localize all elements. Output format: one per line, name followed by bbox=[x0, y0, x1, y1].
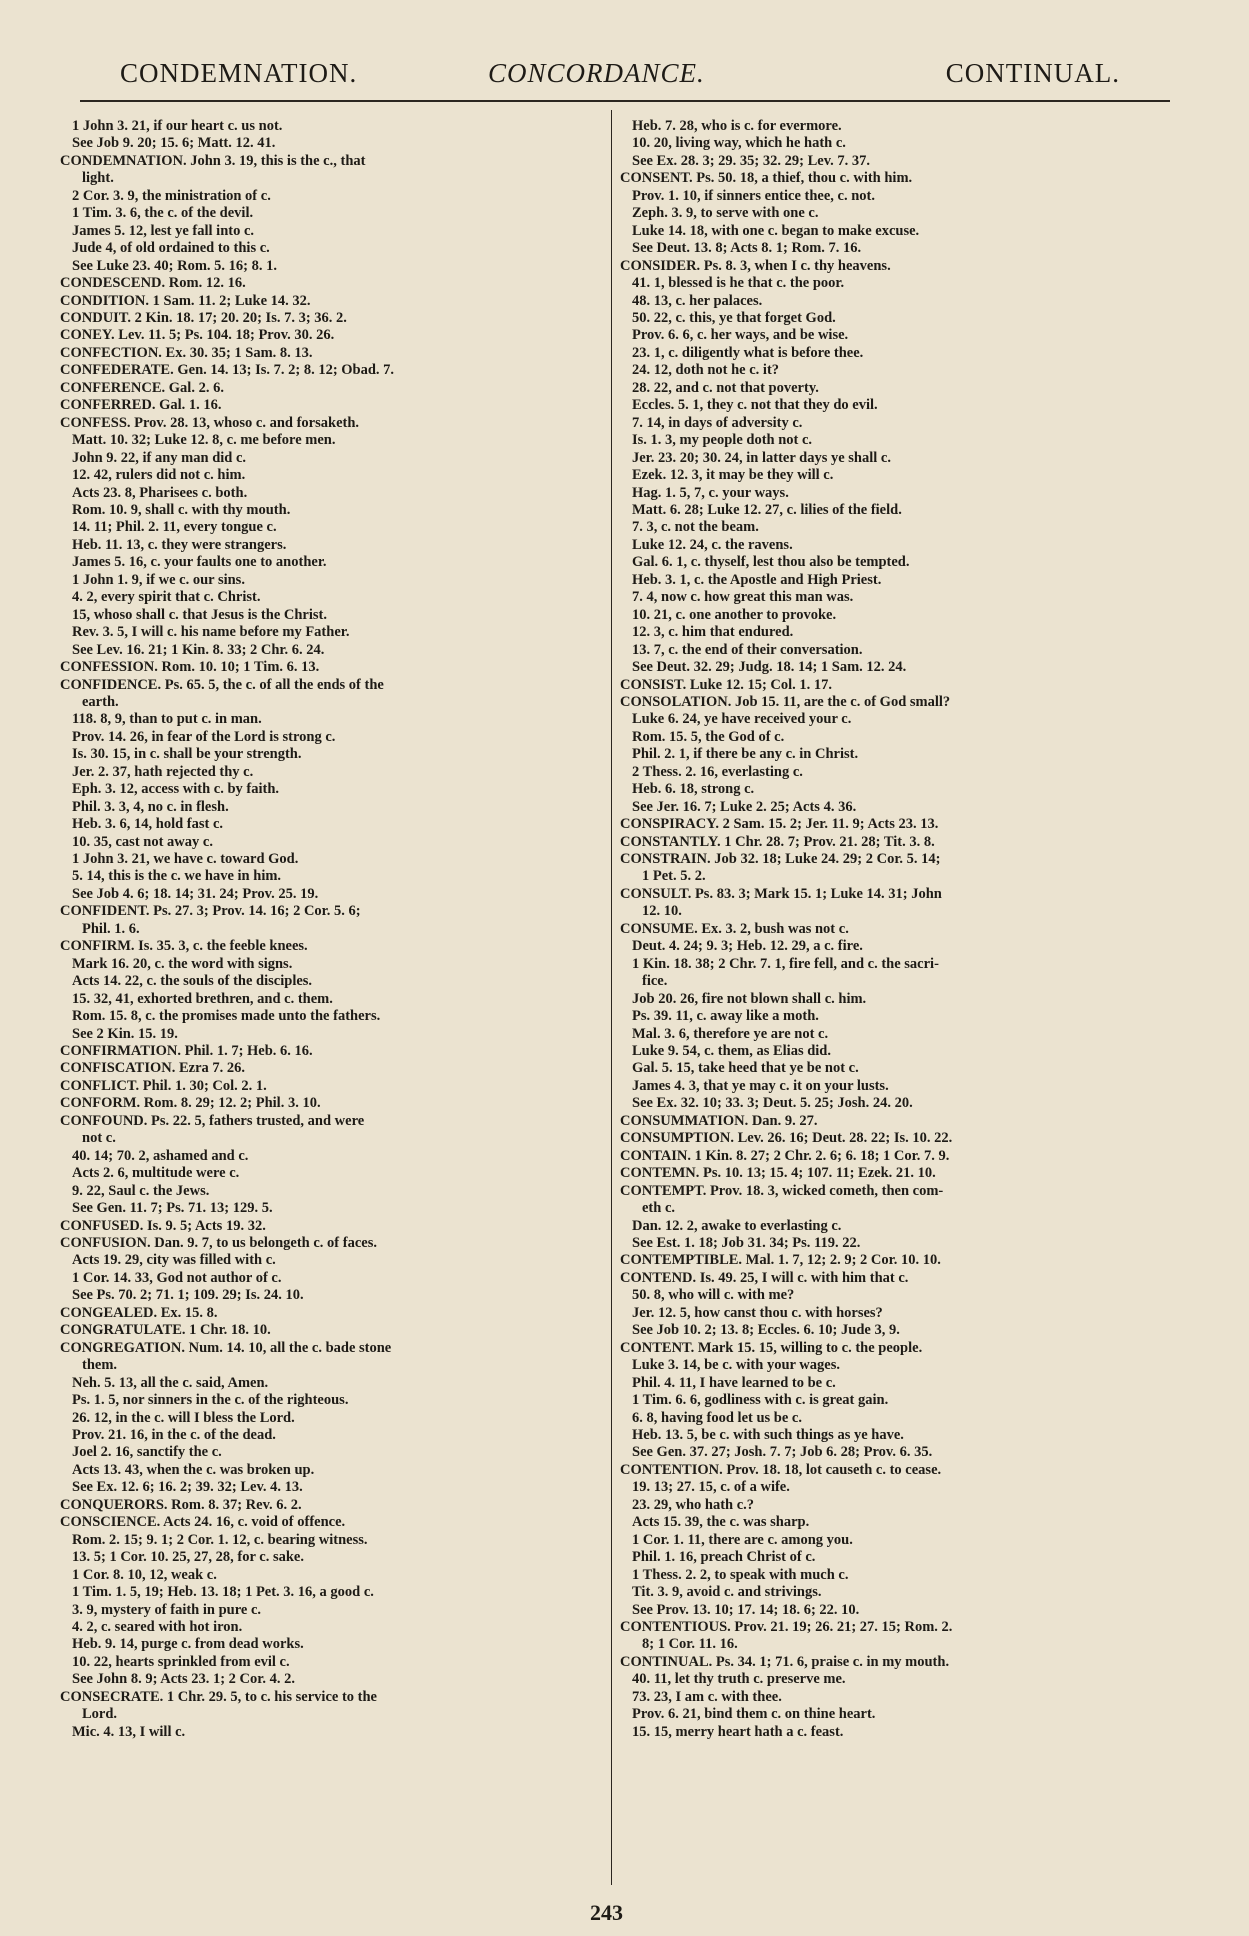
entry-line: CONDEMNATION. John 3. 19, this is the c., that bbox=[60, 152, 366, 169]
entry-line: See Deut. 13. 8; Acts 8. 1; Rom. 7. 16. bbox=[632, 240, 862, 257]
entry-line: Heb. 11. 13, c. they were strangers. bbox=[72, 536, 287, 553]
entry-line: Is. 1. 3, my people doth not c. bbox=[632, 432, 813, 449]
entry-line: Jer. 12. 5, how canst thou c. with horses? bbox=[632, 1304, 883, 1321]
entry-line: 14. 11; Phil. 2. 11, every tongue c. bbox=[72, 519, 277, 536]
entry-line: 41. 1, blessed is he that c. the poor. bbox=[632, 275, 845, 292]
entry-line: 40. 11, let thy truth c. preserve me. bbox=[632, 1671, 846, 1688]
entry-line: 15, whoso shall c. that Jesus is the Christ. bbox=[72, 606, 327, 623]
entry-line: CONQUERORS. Rom. 8. 37; Rev. 6. 2. bbox=[60, 1496, 302, 1513]
entry-line: 12. 3, c. him that endured. bbox=[632, 624, 794, 641]
entry-line: CONGREGATION. Num. 14. 10, all the c. bade stone bbox=[60, 1339, 392, 1356]
entry-line: Heb. 7. 28, who is c. for evermore. bbox=[632, 118, 842, 134]
entry-line: Jer. 23. 20; 30. 24, in latter days ye shall c. bbox=[632, 449, 891, 466]
entry-line: 15. 32, 41, exhorted brethren, and c. them. bbox=[72, 990, 333, 1007]
entry-line: Jer. 2. 37, hath rejected thy c. bbox=[72, 763, 254, 780]
entry-line: See Jer. 16. 7; Luke 2. 25; Acts 4. 36. bbox=[632, 798, 857, 815]
running-header bbox=[120, 58, 1120, 98]
entry-line: Rev. 3. 5, I will c. his name before my Father. bbox=[72, 624, 350, 641]
entry-line: Tit. 3. 9, avoid c. and strivings. bbox=[632, 1584, 822, 1601]
entry-line: 3. 9, mystery of faith in pure c. bbox=[72, 1601, 262, 1618]
entry-line: 1 John 1. 9, if we c. our sins. bbox=[72, 571, 245, 588]
entry-line: CONSUME. Ex. 3. 2, bush was not c. bbox=[620, 920, 849, 937]
entry-line: Luke 6. 24, ye have received your c. bbox=[632, 711, 852, 728]
entry-line: eth c. bbox=[642, 1200, 676, 1217]
entry-line: Rom. 15. 5, the God of c. bbox=[632, 728, 785, 745]
entry-line: See Lev. 16. 21; 1 Kin. 8. 33; 2 Chr. 6. 24. bbox=[72, 641, 325, 658]
entry-line: Acts 15. 39, the c. was sharp. bbox=[632, 1514, 810, 1531]
entry-line: James 4. 3, that ye may c. it on your lusts. bbox=[632, 1077, 889, 1094]
entry-line: Heb. 13. 5, be c. with such things as ye have. bbox=[632, 1426, 904, 1443]
entry-line: Prov. 6. 6, c. her ways, and be wise. bbox=[632, 327, 849, 344]
entry-line: CONFERENCE. Gal. 2. 6. bbox=[60, 379, 224, 396]
entry-line: Ps. 39. 11, c. away like a moth. bbox=[632, 1008, 819, 1025]
entry-line: CONTEMPT. Prov. 18. 3, wicked cometh, then com- bbox=[620, 1182, 944, 1199]
entry-line: CONSIST. Luke 12. 15; Col. 1. 17. bbox=[620, 676, 833, 693]
entry-line: See Ex. 28. 3; 29. 35; 32. 29; Lev. 7. 37. bbox=[632, 152, 871, 169]
entry-line: See Prov. 13. 10; 17. 14; 18. 6; 22. 10. bbox=[632, 1601, 860, 1618]
entry-line: 48. 13, c. her palaces. bbox=[632, 292, 763, 309]
entry-line: See Deut. 32. 29; Judg. 18. 14; 1 Sam. 12. 24. bbox=[632, 659, 907, 676]
entry-line: Heb. 6. 18, strong c. bbox=[632, 781, 755, 798]
entry-line: See Gen. 37. 27; Josh. 7. 7; Job 6. 28; Prov. 6. 35. bbox=[632, 1444, 933, 1461]
entry-line: See Gen. 11. 7; Ps. 71. 13; 129. 5. bbox=[72, 1200, 273, 1217]
entry-line: 1 Tim. 6. 6, godliness with c. is great gain. bbox=[632, 1392, 889, 1409]
entry-line: CONSULT. Ps. 83. 3; Mark 15. 1; Luke 14. 31; John bbox=[620, 885, 942, 902]
entry-line: Hag. 1. 5, 7, c. your ways. bbox=[632, 484, 789, 501]
entry-line: John 9. 22, if any man did c. bbox=[72, 449, 247, 466]
entry-line: 15. 15, merry heart hath a c. feast. bbox=[632, 1723, 844, 1740]
entry-line: Luke 12. 24, c. the ravens. bbox=[632, 536, 793, 553]
entry-line: CONDESCEND. Rom. 12. 16. bbox=[60, 275, 246, 292]
entry-line: See Job 9. 20; 15. 6; Matt. 12. 41. bbox=[72, 135, 276, 152]
entry-line: CONFISCATION. Ezra 7. 26. bbox=[60, 1060, 246, 1077]
entry-line: 73. 23, I am c. with thee. bbox=[632, 1688, 782, 1705]
entry-line: 13. 7, c. the end of their conversation. bbox=[632, 641, 863, 658]
entry-line: See John 8. 9; Acts 23. 1; 2 Cor. 4. 2. bbox=[72, 1671, 296, 1688]
entry-line: 118. 8, 9, than to put c. in man. bbox=[72, 711, 262, 728]
entry-line: Lord. bbox=[82, 1706, 118, 1723]
entry-line: 4. 2, c. seared with hot iron. bbox=[72, 1618, 243, 1635]
entry-line: James 5. 12, lest ye fall into c. bbox=[72, 222, 255, 239]
entry-line: CONSIDER. Ps. 8. 3, when I c. thy heavens. bbox=[620, 257, 891, 274]
entry-line: See 2 Kin. 15. 19. bbox=[72, 1025, 178, 1042]
entry-line: Prov. 1. 10, if sinners entice thee, c. not. bbox=[632, 187, 875, 204]
entry-line: CONSENT. Ps. 50. 18, a thief, thou c. with him. bbox=[620, 170, 913, 187]
entry-line: CONTENTIOUS. Prov. 21. 19; 26. 21; 27. 15; Rom. 2. bbox=[620, 1618, 953, 1635]
entry-line: Luke 14. 18, with one c. began to make excuse. bbox=[632, 222, 920, 239]
entry-line: 9. 22, Saul c. the Jews. bbox=[72, 1182, 210, 1199]
entry-line: CONFIDENCE. Ps. 65. 5, the c. of all the ends of the bbox=[60, 676, 384, 693]
entry-line: 5. 14, this is the c. we have in him. bbox=[72, 868, 282, 885]
entry-line: Luke 3. 14, be c. with your wages. bbox=[632, 1357, 840, 1374]
entry-line: Prov. 21. 16, in the c. of the dead. bbox=[72, 1426, 276, 1443]
entry-line: 10. 21, c. one another to provoke. bbox=[632, 606, 837, 623]
left-column bbox=[60, 118, 605, 1883]
entry-line: Acts 23. 8, Pharisees c. both. bbox=[72, 484, 248, 501]
entry-line: CONFIRMATION. Phil. 1. 7; Heb. 6. 16. bbox=[60, 1043, 313, 1060]
entry-line: 1 Tim. 3. 6, the c. of the devil. bbox=[72, 205, 254, 222]
entry-line: See Ps. 70. 2; 71. 1; 109. 29; Is. 24. 10. bbox=[72, 1287, 304, 1304]
entry-line: 26. 12, in the c. will I bless the Lord. bbox=[72, 1409, 295, 1426]
entry-line: James 5. 16, c. your faults one to another. bbox=[72, 554, 327, 571]
entry-line: CONSPIRACY. 2 Sam. 15. 2; Jer. 11. 9; Acts 23. 13. bbox=[620, 816, 939, 833]
entry-line: CONFOUND. Ps. 22. 5, fathers trusted, and were bbox=[60, 1112, 365, 1129]
entry-line: Eccles. 5. 1, they c. not that they do evil. bbox=[632, 397, 878, 414]
entry-line: Luke 9. 54, c. them, as Elias did. bbox=[632, 1043, 831, 1060]
entry-line: See Job 10. 2; 13. 8; Eccles. 6. 10; Jude 3, 9. bbox=[632, 1322, 900, 1339]
entry-line: See Job 4. 6; 18. 14; 31. 24; Prov. 25. 19. bbox=[72, 885, 319, 902]
entry-line: Jude 4, of old ordained to this c. bbox=[72, 240, 270, 257]
entry-line: Heb. 9. 14, purge c. from dead works. bbox=[72, 1636, 304, 1653]
entry-line: 1 Cor. 8. 10, 12, weak c. bbox=[72, 1566, 217, 1583]
entry-line: Neh. 5. 13, all the c. said, Amen. bbox=[72, 1374, 269, 1391]
header-last-word: CONTINUAL. bbox=[945, 58, 1120, 88]
entry-line: 4. 2, every spirit that c. Christ. bbox=[72, 589, 261, 606]
entry-line: Gal. 6. 1, c. thyself, lest thou also be tempted. bbox=[632, 554, 910, 571]
entry-line: CONTAIN. 1 Kin. 8. 27; 2 Chr. 2. 6; 6. 18; 1 Cor. 7. 9. bbox=[620, 1147, 950, 1164]
entry-line: CONFESS. Prov. 28. 13, whoso c. and forsaketh. bbox=[60, 414, 360, 431]
entry-line: 7. 4, now c. how great this man was. bbox=[632, 589, 854, 606]
entry-line: them. bbox=[82, 1357, 118, 1374]
entry-line: CONGRATULATE. 1 Chr. 18. 10. bbox=[60, 1322, 271, 1339]
header-first-word: CONDEMNATION. bbox=[120, 58, 358, 88]
entry-line: See Luke 23. 40; Rom. 5. 16; 8. 1. bbox=[72, 257, 278, 274]
entry-line: Gal. 5. 15, take heed that ye be not c. bbox=[632, 1060, 859, 1077]
entry-line: Deut. 4. 24; 9. 3; Heb. 12. 29, a c. fire. bbox=[632, 938, 863, 955]
entry-line: Mic. 4. 13, I will c. bbox=[72, 1723, 186, 1740]
entry-line: Ezek. 12. 3, it may be they will c. bbox=[632, 467, 834, 484]
entry-line: 8; 1 Cor. 11. 16. bbox=[642, 1636, 738, 1653]
entry-line: Joel 2. 16, sanctify the c. bbox=[72, 1444, 222, 1461]
entry-line: CONTEMN. Ps. 10. 13; 15. 4; 107. 11; Ezek. 21. 10. bbox=[620, 1165, 936, 1182]
entry-line: Rom. 2. 15; 9. 1; 2 Cor. 1. 12, c. bearing witness. bbox=[72, 1531, 368, 1548]
entry-line: Job 20. 26, fire not blown shall c. him. bbox=[632, 990, 867, 1007]
header-rule bbox=[80, 100, 1170, 102]
entry-line: 10. 20, living way, which he hath c. bbox=[632, 135, 846, 152]
entry-line: 1 John 3. 21, we have c. toward God. bbox=[72, 851, 299, 868]
entry-line: 10. 35, cast not away c. bbox=[72, 833, 213, 850]
entry-line: CONFUSION. Dan. 9. 7, to us belongeth c. of faces. bbox=[60, 1235, 377, 1251]
entry-line: Prov. 6. 21, bind them c. on thine heart. bbox=[632, 1706, 876, 1723]
entry-line: CONFORM. Rom. 8. 29; 12. 2; Phil. 3. 10. bbox=[60, 1095, 321, 1112]
entry-line: Rom. 15. 8, c. the promises made unto the fathers. bbox=[72, 1008, 381, 1025]
entry-line: 1 Kin. 18. 38; 2 Chr. 7. 1, fire fell, and c. the sacri- bbox=[632, 955, 939, 972]
entry-line: See Ex. 12. 6; 16. 2; 39. 32; Lev. 4. 13. bbox=[72, 1479, 303, 1496]
entry-line: 1 Pet. 5. 2. bbox=[642, 868, 706, 885]
entry-line: CONSOLATION. Job 15. 11, are the c. of God small? bbox=[620, 693, 951, 710]
entry-line: Acts 13. 43, when the c. was broken up. bbox=[72, 1461, 315, 1478]
entry-line: Heb. 3. 1, c. the Apostle and High Priest. bbox=[632, 571, 882, 588]
entry-line: earth. bbox=[82, 693, 119, 710]
entry-line: Eph. 3. 12, access with c. by faith. bbox=[72, 781, 280, 798]
entry-line: Rom. 10. 9, shall c. with thy mouth. bbox=[72, 501, 291, 518]
entry-line: 12. 10. bbox=[642, 903, 682, 920]
entry-line: 1 Thess. 2. 2, to speak with much c. bbox=[632, 1566, 849, 1583]
entry-line: 23. 29, who hath c.? bbox=[632, 1496, 755, 1513]
entry-line: 13. 5; 1 Cor. 10. 25, 27, 28, for c. sake. bbox=[72, 1549, 304, 1566]
entry-line: 40. 14; 70. 2, ashamed and c. bbox=[72, 1147, 249, 1164]
entry-line: 2 Thess. 2. 16, everlasting c. bbox=[632, 763, 803, 780]
page-number: 243 bbox=[590, 1900, 623, 1925]
entry-line: CONDUIT. 2 Kin. 18. 17; 20. 20; Is. 7. 3; 36. 2. bbox=[60, 309, 347, 326]
entry-line: CONTENT. Mark 15. 15, willing to c. the people. bbox=[620, 1339, 923, 1356]
entry-line: CONSUMMATION. Dan. 9. 27. bbox=[620, 1112, 818, 1129]
entry-line: CONTEMPTIBLE. Mal. 1. 7, 12; 2. 9; 2 Cor. 10. 10. bbox=[620, 1252, 941, 1269]
entry-line: 50. 22, c. this, ye that forget God. bbox=[632, 309, 836, 326]
entry-line: Matt. 6. 28; Luke 12. 27, c. lilies of the field. bbox=[632, 501, 902, 518]
entry-line: Ps. 1. 5, nor sinners in the c. of the righteous. bbox=[72, 1392, 349, 1409]
entry-line: light. bbox=[82, 170, 114, 187]
entry-line: CONSUMPTION. Lev. 26. 16; Deut. 28. 22; Is. 10. 22. bbox=[620, 1130, 953, 1147]
entry-line: 1 Cor. 1. 11, there are c. among you. bbox=[632, 1531, 853, 1548]
entry-line: CONSCIENCE. Acts 24. 16, c. void of offence. bbox=[60, 1514, 346, 1531]
entry-line: 1 Cor. 14. 33, God not author of c. bbox=[72, 1269, 282, 1286]
entry-line: CONGEALED. Ex. 15. 8. bbox=[60, 1304, 218, 1321]
entry-line: 10. 22, hearts sprinkled from evil c. bbox=[72, 1653, 290, 1670]
entry-line: CONFECTION. Ex. 30. 35; 1 Sam. 8. 13. bbox=[60, 344, 313, 361]
entry-line: 7. 3, c. not the beam. bbox=[632, 519, 759, 536]
entry-line: 24. 12, doth not he c. it? bbox=[632, 362, 780, 379]
entry-line: CONSTANTLY. 1 Chr. 28. 7; Prov. 21. 28; Tit. 3. 8. bbox=[620, 833, 935, 850]
entry-line: Prov. 14. 26, in fear of the Lord is strong c. bbox=[72, 728, 336, 745]
entry-line: CONFEDERATE. Gen. 14. 13; Is. 7. 2; 8. 12; Obad. 7. bbox=[60, 362, 395, 379]
entry-line: 12. 42, rulers did not c. him. bbox=[72, 467, 246, 484]
entry-line: Mark 16. 20, c. the word with signs. bbox=[72, 955, 293, 972]
entry-line: CONTENTION. Prov. 18. 18, lot causeth c. to cease. bbox=[620, 1461, 942, 1478]
entry-line: 6. 8, having food let us be c. bbox=[632, 1409, 802, 1426]
header-title: CONCORDANCE. bbox=[488, 58, 705, 88]
entry-line: Phil. 1. 16, preach Christ of c. bbox=[632, 1549, 816, 1566]
entry-line: 28. 22, and c. not that poverty. bbox=[632, 379, 819, 396]
entry-line: CONFIDENT. Ps. 27. 3; Prov. 14. 16; 2 Cor. 5. 6; bbox=[60, 903, 361, 920]
entry-line: CONFERRED. Gal. 1. 16. bbox=[60, 397, 222, 414]
entry-line: 2 Cor. 3. 9, the ministration of c. bbox=[72, 187, 271, 204]
entry-line: 50. 8, who will c. with me? bbox=[632, 1287, 795, 1304]
entry-line: CONSECRATE. 1 Chr. 29. 5, to c. his service to the bbox=[60, 1688, 377, 1705]
entry-line: Acts 2. 6, multitude were c. bbox=[72, 1165, 240, 1182]
entry-line: Matt. 10. 32; Luke 12. 8, c. me before men. bbox=[72, 432, 336, 449]
entry-line: 1 Tim. 1. 5, 19; Heb. 13. 18; 1 Pet. 3. 16, a good c. bbox=[72, 1584, 374, 1601]
entry-line: 1 John 3. 21, if our heart c. us not. bbox=[72, 118, 283, 134]
entry-line: CONDITION. 1 Sam. 11. 2; Luke 14. 32. bbox=[60, 292, 311, 309]
entry-line: CONTINUAL. Ps. 34. 1; 71. 6, praise c. in my mouth. bbox=[620, 1653, 950, 1670]
entry-line: Dan. 12. 2, awake to everlasting c. bbox=[632, 1217, 842, 1234]
entry-line: Acts 14. 22, c. the souls of the disciples. bbox=[72, 973, 313, 990]
entry-line: 23. 1, c. diligently what is before thee. bbox=[632, 344, 864, 361]
entry-line: CONFESSION. Rom. 10. 10; 1 Tim. 6. 13. bbox=[60, 659, 320, 676]
entry-line: Phil. 3. 3, 4, no c. in flesh. bbox=[72, 798, 229, 815]
column-divider bbox=[611, 110, 612, 1885]
entry-line: CONSTRAIN. Job 32. 18; Luke 24. 29; 2 Cor. 5. 14; bbox=[620, 851, 941, 868]
entry-line: Mal. 3. 6, therefore ye are not c. bbox=[632, 1025, 829, 1042]
entry-line: CONEY. Lev. 11. 5; Ps. 104. 18; Prov. 30. 26. bbox=[60, 327, 335, 344]
entry-line: Phil. 4. 11, I have learned to be c. bbox=[632, 1374, 836, 1391]
entry-line: CONTEND. Is. 49. 25, I will c. with him that c. bbox=[620, 1269, 909, 1286]
entry-line: fice. bbox=[642, 973, 668, 990]
entry-line: CONFLICT. Phil. 1. 30; Col. 2. 1. bbox=[60, 1077, 267, 1094]
entry-line: Phil. 1. 6. bbox=[82, 920, 140, 937]
entry-line: 19. 13; 27. 15, c. of a wife. bbox=[632, 1479, 790, 1496]
entry-line: Acts 19. 29, city was filled with c. bbox=[72, 1252, 276, 1269]
entry-line: Phil. 2. 1, if there be any c. in Christ. bbox=[632, 746, 859, 763]
entry-line: Heb. 3. 6, 14, hold fast c. bbox=[72, 816, 224, 833]
entry-line: CONFUSED. Is. 9. 5; Acts 19. 32. bbox=[60, 1217, 266, 1234]
entry-line: See Ex. 32. 10; 33. 3; Deut. 5. 25; Josh. 24. 20. bbox=[632, 1095, 913, 1112]
entry-line: Zeph. 3. 9, to serve with one c. bbox=[632, 205, 819, 222]
entry-line: 7. 14, in days of adversity c. bbox=[632, 414, 803, 431]
entry-line: CONFIRM. Is. 35. 3, c. the feeble knees. bbox=[60, 938, 308, 955]
entry-line: not c. bbox=[82, 1130, 116, 1147]
right-column bbox=[620, 118, 1165, 1883]
entry-line: Is. 30. 15, in c. shall be your strength. bbox=[72, 746, 302, 763]
entry-line: See Est. 1. 18; Job 31. 34; Ps. 119. 22. bbox=[632, 1235, 861, 1251]
